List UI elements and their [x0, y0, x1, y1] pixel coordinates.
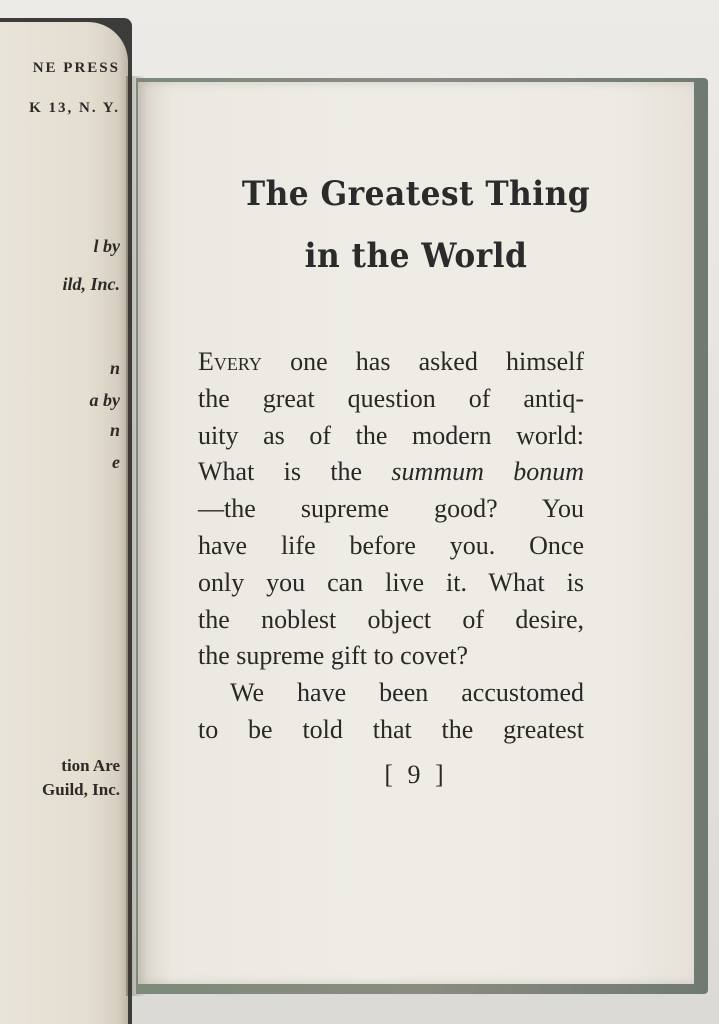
text-line-3: uity as of the modern world:	[198, 420, 584, 450]
text-line-11: to be told that the greatest	[198, 714, 584, 744]
text-line-4	[198, 454, 584, 491]
right-page	[138, 82, 694, 984]
left-line-9: tion Are	[61, 756, 120, 775]
left-page	[0, 22, 128, 1024]
chapter-title-line-2: in the World	[304, 236, 528, 276]
page-number: [ 9 ]	[384, 760, 448, 789]
left-line-7: n	[109, 420, 120, 440]
left-line-6: a by	[89, 390, 120, 410]
body-text	[198, 344, 584, 749]
text-line-8: the noblest object of desire,	[198, 604, 584, 634]
text-line-9: the supreme gift to covet?	[198, 641, 469, 671]
left-line-4: ild, Inc.	[62, 274, 120, 294]
text-line-2: the great question of antiq-	[198, 383, 584, 413]
text-line-6: have life before you. Once	[198, 530, 584, 560]
text-line-1-rest: one has asked himself	[261, 347, 584, 376]
left-line-5: n	[109, 358, 120, 378]
text-line-10: We have been accustomed	[230, 678, 584, 708]
text-line-1	[198, 344, 584, 381]
left-line-8: e	[112, 452, 120, 472]
text-line-5: —the supreme good? You	[198, 494, 584, 524]
text-line-4-italic: summum bonum	[391, 457, 584, 487]
drop-word: Every	[198, 347, 262, 376]
text-line-7: only you can live it. What is	[198, 567, 584, 597]
left-line-1: NE PRESS	[32, 60, 120, 76]
chapter-title-line-1: The Greatest Thing	[241, 174, 591, 214]
text-line-4-start: What is the	[198, 457, 392, 487]
left-line-2: K 13, N. Y.	[29, 100, 120, 116]
left-line-3: l by	[93, 236, 120, 256]
left-line-10: Guild, Inc.	[42, 780, 120, 799]
